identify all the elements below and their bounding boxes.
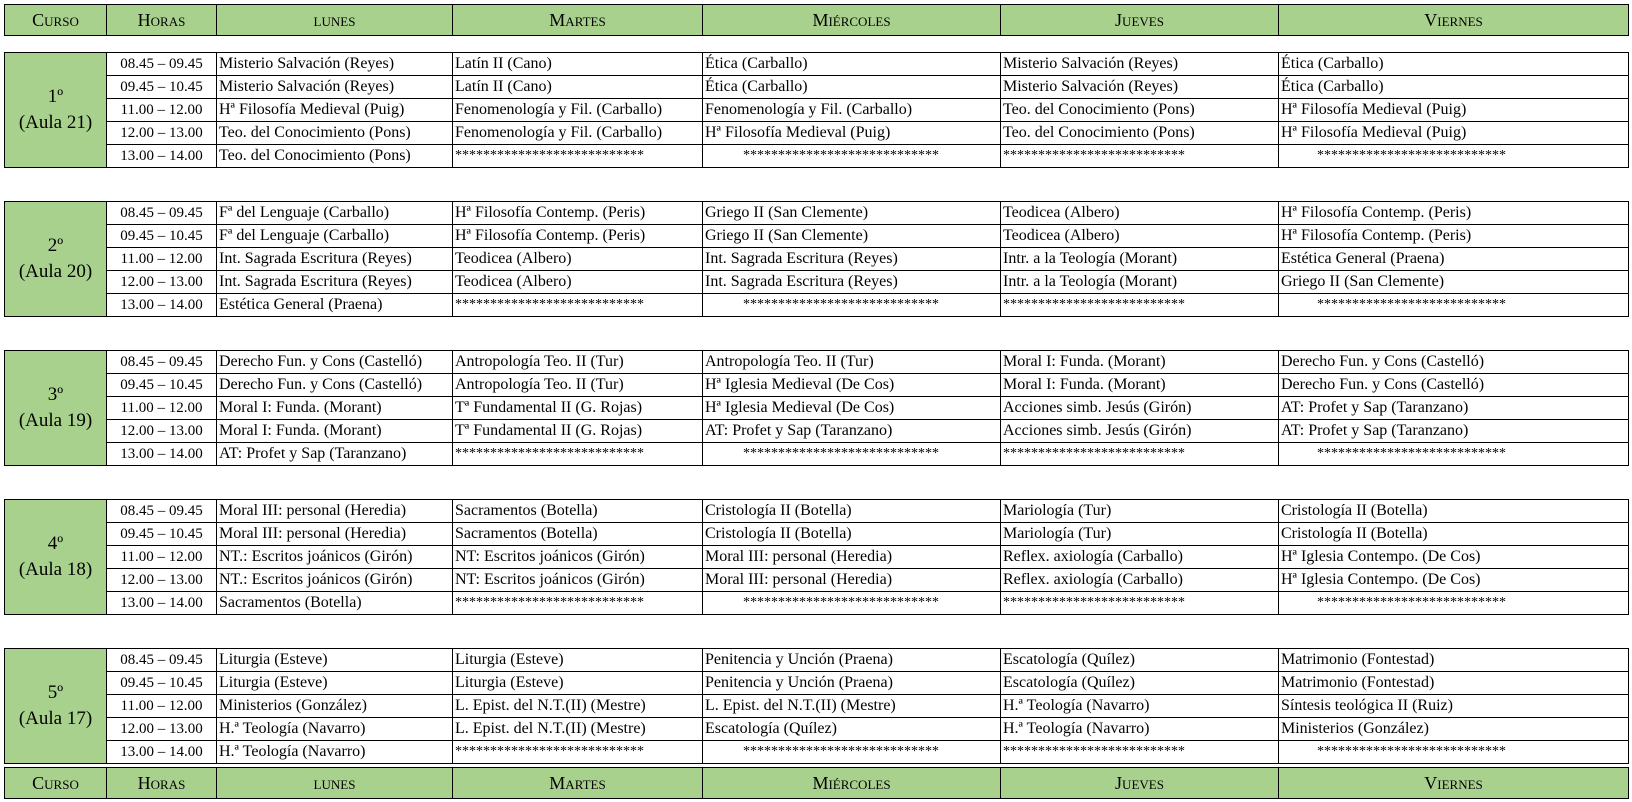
header-day-lunes: lunes xyxy=(217,5,453,36)
schedule-row xyxy=(5,374,1629,397)
header-table-bottom xyxy=(4,767,1629,799)
class-cell: AT: Profet y Sap (Taranzano) xyxy=(217,443,453,466)
class-cell: Hª Filosofía Medieval (Puig) xyxy=(1279,99,1629,122)
class-cell: Int. Sagrada Escritura (Reyes) xyxy=(217,271,453,294)
class-cell: Cristología II (Botella) xyxy=(1279,523,1629,546)
class-cell: Intr. a la Teología (Morant) xyxy=(1001,271,1279,294)
class-cell: Liturgia (Esteve) xyxy=(217,649,453,672)
class-cell: Latín II (Cano) xyxy=(453,53,703,76)
class-cell: AT: Profet y Sap (Taranzano) xyxy=(1279,420,1629,443)
class-cell: Mariología (Tur) xyxy=(1001,500,1279,523)
empty-slot-stars: **************************** xyxy=(703,592,1001,615)
header-row xyxy=(5,5,1629,36)
time-slot: 09.45 – 10.45 xyxy=(107,523,217,546)
class-cell: Mariología (Tur) xyxy=(1001,523,1279,546)
class-cell: Cristología II (Botella) xyxy=(703,523,1001,546)
class-cell: Ética (Carballo) xyxy=(1279,53,1629,76)
schedule-row xyxy=(5,592,1629,615)
class-cell: Int. Sagrada Escritura (Reyes) xyxy=(703,271,1001,294)
time-slot: 12.00 – 13.00 xyxy=(107,420,217,443)
class-cell: Hª Iglesia Contempo. (De Cos) xyxy=(1279,569,1629,592)
class-cell: Moral I: Funda. (Morant) xyxy=(217,420,453,443)
class-cell: Antropología Teo. II (Tur) xyxy=(453,351,703,374)
schedule-row xyxy=(5,523,1629,546)
course-cell xyxy=(5,53,107,168)
time-slot: 09.45 – 10.45 xyxy=(107,225,217,248)
empty-slot-stars: *************************** xyxy=(1279,741,1629,764)
class-cell: Teodicea (Albero) xyxy=(1001,202,1279,225)
header-day-martes: Martes xyxy=(453,5,703,36)
class-cell: Estética General (Praena) xyxy=(1279,248,1629,271)
header-day-miercoles: Miércoles xyxy=(703,5,1001,36)
header-horas: Horas xyxy=(107,768,217,799)
class-cell: AT: Profet y Sap (Taranzano) xyxy=(703,420,1001,443)
empty-slot-stars: *************************** xyxy=(453,145,703,168)
schedule-row xyxy=(5,649,1629,672)
class-cell: Escatología (Quílez) xyxy=(1001,649,1279,672)
class-cell: Griego II (San Clemente) xyxy=(703,202,1001,225)
class-cell: Acciones simb. Jesús (Girón) xyxy=(1001,420,1279,443)
schedule-row xyxy=(5,672,1629,695)
course-name: 4º xyxy=(47,533,64,554)
schedule-row xyxy=(5,145,1629,168)
time-slot: 08.45 – 09.45 xyxy=(107,649,217,672)
schedule-row xyxy=(5,248,1629,271)
class-cell: Tª Fundamental II (G. Rojas) xyxy=(453,397,703,420)
class-cell: Misterio Salvación (Reyes) xyxy=(1001,76,1279,99)
class-cell: Derecho Fun. y Cons (Castelló) xyxy=(1279,374,1629,397)
class-cell: Fª del Lenguaje (Carballo) xyxy=(217,225,453,248)
class-cell: Hª Filosofía Contemp. (Peris) xyxy=(1279,225,1629,248)
class-cell: Teodicea (Albero) xyxy=(1001,225,1279,248)
class-cell: Misterio Salvación (Reyes) xyxy=(217,53,453,76)
time-slot: 09.45 – 10.45 xyxy=(107,76,217,99)
schedule-row xyxy=(5,202,1629,225)
time-slot: 13.00 – 14.00 xyxy=(107,294,217,317)
class-cell: Int. Sagrada Escritura (Reyes) xyxy=(217,248,453,271)
class-cell: Hª Iglesia Contempo. (De Cos) xyxy=(1279,546,1629,569)
header-day-lunes: lunes xyxy=(217,768,453,799)
schedule-row xyxy=(5,99,1629,122)
header-horas: Horas xyxy=(107,5,217,36)
class-cell: Ética (Carballo) xyxy=(1279,76,1629,99)
time-slot: 11.00 – 12.00 xyxy=(107,248,217,271)
class-cell: H.ª Teología (Navarro) xyxy=(1001,718,1279,741)
empty-slot-stars: **************************** xyxy=(703,145,1001,168)
class-cell: Moral I: Funda. (Morant) xyxy=(1001,374,1279,397)
schedule-row xyxy=(5,76,1629,99)
schedule-row xyxy=(5,53,1629,76)
course-name: 3º xyxy=(47,384,64,405)
class-cell: Moral III: personal (Heredia) xyxy=(217,523,453,546)
time-slot: 09.45 – 10.45 xyxy=(107,672,217,695)
empty-slot-stars: *************************** xyxy=(453,592,703,615)
class-cell: Sacramentos (Botella) xyxy=(217,592,453,615)
time-slot: 12.00 – 13.00 xyxy=(107,569,217,592)
class-cell: Escatología (Quílez) xyxy=(703,718,1001,741)
schedule-row xyxy=(5,546,1629,569)
class-cell: Moral III: personal (Heredia) xyxy=(217,500,453,523)
schedule-row xyxy=(5,420,1629,443)
class-cell: Derecho Fun. y Cons (Castelló) xyxy=(1279,351,1629,374)
class-cell: Hª Iglesia Medieval (De Cos) xyxy=(703,374,1001,397)
time-slot: 08.45 – 09.45 xyxy=(107,202,217,225)
class-cell: Liturgia (Esteve) xyxy=(453,672,703,695)
empty-slot-stars: **************************** xyxy=(703,741,1001,764)
class-cell: Sacramentos (Botella) xyxy=(453,500,703,523)
empty-slot-stars: *************************** xyxy=(1279,294,1629,317)
class-cell: L. Epist. del N.T.(II) (Mestre) xyxy=(703,695,1001,718)
header-day-martes: Martes xyxy=(453,768,703,799)
class-cell: Fª del Lenguaje (Carballo) xyxy=(217,202,453,225)
course-cell xyxy=(5,649,107,764)
class-cell: Ministerios (González) xyxy=(1279,718,1629,741)
class-cell: Griego II (San Clemente) xyxy=(1279,271,1629,294)
class-cell: Escatología (Quílez) xyxy=(1001,672,1279,695)
time-slot: 11.00 – 12.00 xyxy=(107,546,217,569)
class-cell: H.ª Teología (Navarro) xyxy=(217,718,453,741)
class-cell: Hª Iglesia Medieval (De Cos) xyxy=(703,397,1001,420)
class-cell: Latín II (Cano) xyxy=(453,76,703,99)
class-cell: AT: Profet y Sap (Taranzano) xyxy=(1279,397,1629,420)
empty-slot-stars: *************************** xyxy=(453,741,703,764)
course-block xyxy=(4,52,1629,168)
time-slot: 13.00 – 14.00 xyxy=(107,145,217,168)
class-cell: Penitencia y Unción (Praena) xyxy=(703,672,1001,695)
class-cell: Hª Filosofía Medieval (Puig) xyxy=(703,122,1001,145)
class-cell: NT: Escritos joánicos (Girón) xyxy=(453,569,703,592)
empty-slot-stars: *************************** xyxy=(1279,443,1629,466)
course-name: 1º xyxy=(47,86,64,107)
course-room: (Aula 18) xyxy=(18,559,93,580)
empty-slot-stars: ************************** xyxy=(1001,741,1279,764)
time-slot: 08.45 – 09.45 xyxy=(107,351,217,374)
course-cell xyxy=(5,351,107,466)
schedule-row xyxy=(5,695,1629,718)
class-cell: Teodicea (Albero) xyxy=(453,248,703,271)
schedule-row xyxy=(5,397,1629,420)
course-room: (Aula 19) xyxy=(18,410,93,431)
class-cell: Moral III: personal (Heredia) xyxy=(703,546,1001,569)
class-cell: Ética (Carballo) xyxy=(703,53,1001,76)
time-slot: 09.45 – 10.45 xyxy=(107,374,217,397)
time-slot: 11.00 – 12.00 xyxy=(107,397,217,420)
class-cell: Fenomenología y Fil. (Carballo) xyxy=(453,99,703,122)
class-cell: Fenomenología y Fil. (Carballo) xyxy=(453,122,703,145)
schedule-row xyxy=(5,271,1629,294)
time-slot: 13.00 – 14.00 xyxy=(107,592,217,615)
class-cell: Derecho Fun. y Cons (Castelló) xyxy=(217,351,453,374)
empty-slot-stars: ************************** xyxy=(1001,294,1279,317)
class-cell: Liturgia (Esteve) xyxy=(217,672,453,695)
class-cell: Teo. del Conocimiento (Pons) xyxy=(217,145,453,168)
header-curso: Curso xyxy=(5,768,107,799)
course-cell xyxy=(5,500,107,615)
class-cell: Teo. del Conocimiento (Pons) xyxy=(217,122,453,145)
schedule-row xyxy=(5,294,1629,317)
class-cell: Fenomenología y Fil. (Carballo) xyxy=(703,99,1001,122)
class-cell: NT.: Escritos joánicos (Girón) xyxy=(217,546,453,569)
course-cell xyxy=(5,202,107,317)
time-slot: 12.00 – 13.00 xyxy=(107,718,217,741)
class-cell: L. Epist. del N.T.(II) (Mestre) xyxy=(453,695,703,718)
empty-slot-stars: ************************** xyxy=(1001,443,1279,466)
class-cell: Liturgia (Esteve) xyxy=(453,649,703,672)
course-room: (Aula 17) xyxy=(18,708,93,729)
schedule-row xyxy=(5,225,1629,248)
header-day-viernes: Viernes xyxy=(1279,768,1629,799)
class-cell: Reflex. axiología (Carballo) xyxy=(1001,546,1279,569)
class-cell: Ética (Carballo) xyxy=(703,76,1001,99)
class-cell: Misterio Salvación (Reyes) xyxy=(1001,53,1279,76)
class-cell: Intr. a la Teología (Morant) xyxy=(1001,248,1279,271)
time-slot: 12.00 – 13.00 xyxy=(107,122,217,145)
course-room: (Aula 21) xyxy=(18,112,93,133)
time-slot: 11.00 – 12.00 xyxy=(107,99,217,122)
header-table-top xyxy=(4,4,1629,36)
class-cell: Cristología II (Botella) xyxy=(703,500,1001,523)
time-slot: 08.45 – 09.45 xyxy=(107,500,217,523)
class-cell: Matrimonio (Fontestad) xyxy=(1279,649,1629,672)
class-cell: Hª Filosofía Medieval (Puig) xyxy=(1279,122,1629,145)
course-room: (Aula 20) xyxy=(18,261,93,282)
empty-slot-stars: ************************** xyxy=(1001,592,1279,615)
class-cell: Hª Filosofía Contemp. (Peris) xyxy=(453,202,703,225)
class-cell: Hª Filosofía Medieval (Puig) xyxy=(217,99,453,122)
class-cell: Hª Filosofía Contemp. (Peris) xyxy=(1279,202,1629,225)
class-cell: Reflex. axiología (Carballo) xyxy=(1001,569,1279,592)
class-cell: Misterio Salvación (Reyes) xyxy=(217,76,453,99)
class-cell: Estética General (Praena) xyxy=(217,294,453,317)
header-row xyxy=(5,768,1629,799)
schedule-row xyxy=(5,569,1629,592)
class-cell: Síntesis teológica II (Ruiz) xyxy=(1279,695,1629,718)
class-cell: Sacramentos (Botella) xyxy=(453,523,703,546)
class-cell: Penitencia y Unción (Praena) xyxy=(703,649,1001,672)
empty-slot-stars: **************************** xyxy=(703,443,1001,466)
class-cell: Derecho Fun. y Cons (Castelló) xyxy=(217,374,453,397)
class-cell: Matrimonio (Fontestad) xyxy=(1279,672,1629,695)
class-cell: Moral I: Funda. (Morant) xyxy=(1001,351,1279,374)
class-cell: H.ª Teología (Navarro) xyxy=(1001,695,1279,718)
class-cell: Moral I: Funda. (Morant) xyxy=(217,397,453,420)
schedule-row xyxy=(5,718,1629,741)
class-cell: Acciones simb. Jesús (Girón) xyxy=(1001,397,1279,420)
time-slot: 12.00 – 13.00 xyxy=(107,271,217,294)
class-cell: Hª Filosofía Contemp. (Peris) xyxy=(453,225,703,248)
header-day-miercoles: Miércoles xyxy=(703,768,1001,799)
class-cell: H.ª Teología (Navarro) xyxy=(217,741,453,764)
header-curso: Curso xyxy=(5,5,107,36)
class-cell: Teo. del Conocimiento (Pons) xyxy=(1001,99,1279,122)
schedule-row xyxy=(5,122,1629,145)
course-block xyxy=(4,201,1629,317)
empty-slot-stars: *************************** xyxy=(1279,145,1629,168)
header-day-jueves: Jueves xyxy=(1001,5,1279,36)
course-name: 2º xyxy=(47,235,64,256)
class-cell: Antropología Teo. II (Tur) xyxy=(703,351,1001,374)
course-block xyxy=(4,350,1629,466)
class-cell: NT: Escritos joánicos (Girón) xyxy=(453,546,703,569)
class-cell: L. Epist. del N.T.(II) (Mestre) xyxy=(453,718,703,741)
class-cell: Moral III: personal (Heredia) xyxy=(703,569,1001,592)
class-cell: Cristología II (Botella) xyxy=(1279,500,1629,523)
class-cell: Griego II (San Clemente) xyxy=(703,225,1001,248)
course-name: 5º xyxy=(47,682,64,703)
class-cell: Teo. del Conocimiento (Pons) xyxy=(1001,122,1279,145)
schedule-row xyxy=(5,351,1629,374)
schedule-row xyxy=(5,500,1629,523)
class-cell: Ministerios (González) xyxy=(217,695,453,718)
empty-slot-stars: *************************** xyxy=(453,443,703,466)
class-cell: Tª Fundamental II (G. Rojas) xyxy=(453,420,703,443)
empty-slot-stars: **************************** xyxy=(703,294,1001,317)
class-cell: Antropología Teo. II (Tur) xyxy=(453,374,703,397)
course-block xyxy=(4,499,1629,615)
class-cell: Int. Sagrada Escritura (Reyes) xyxy=(703,248,1001,271)
time-slot: 08.45 – 09.45 xyxy=(107,53,217,76)
empty-slot-stars: ************************** xyxy=(1001,145,1279,168)
empty-slot-stars: *************************** xyxy=(453,294,703,317)
time-slot: 11.00 – 12.00 xyxy=(107,695,217,718)
class-cell: Teodicea (Albero) xyxy=(453,271,703,294)
header-day-viernes: Viernes xyxy=(1279,5,1629,36)
schedule-row xyxy=(5,741,1629,764)
time-slot: 13.00 – 14.00 xyxy=(107,741,217,764)
time-slot: 13.00 – 14.00 xyxy=(107,443,217,466)
schedule-row xyxy=(5,443,1629,466)
empty-slot-stars: *************************** xyxy=(1279,592,1629,615)
header-day-jueves: Jueves xyxy=(1001,768,1279,799)
class-cell: NT.: Escritos joánicos (Girón) xyxy=(217,569,453,592)
course-block xyxy=(4,648,1629,764)
